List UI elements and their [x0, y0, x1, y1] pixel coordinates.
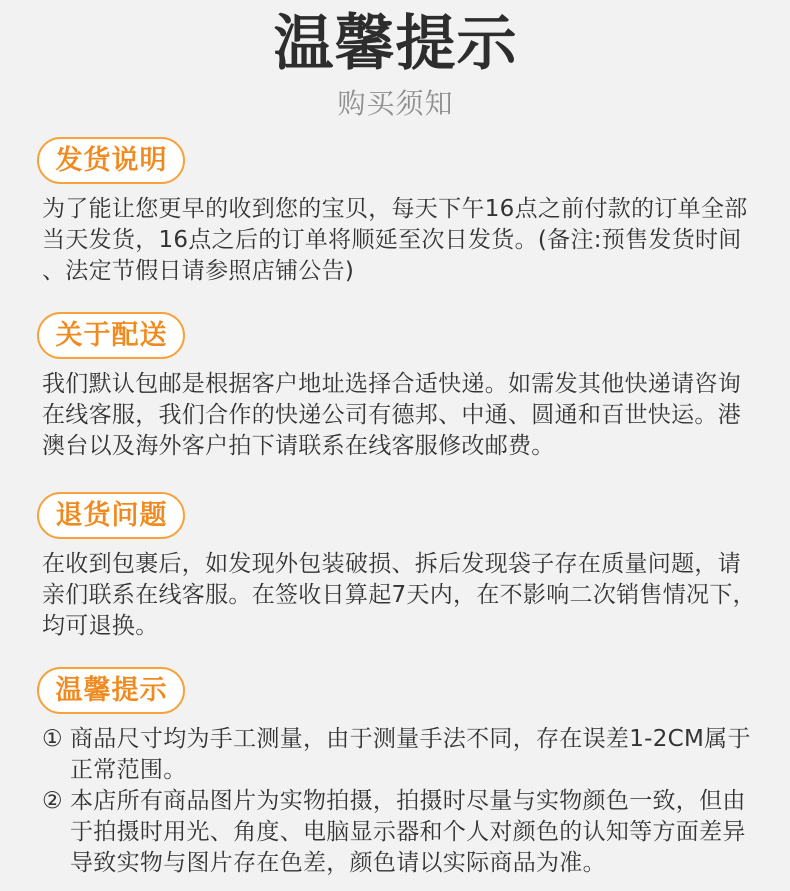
section-delivery [0, 312, 790, 462]
text-line [42, 786, 790, 817]
list-marker: ② [42, 788, 63, 814]
text-line: 均可退换。 [42, 613, 159, 639]
section-tips [0, 667, 790, 879]
text-line [42, 724, 790, 755]
section-badge [37, 492, 185, 539]
page-title: 温馨提示 [273, 9, 518, 79]
section-body [42, 724, 790, 879]
section-body [42, 549, 790, 642]
section-badge-label: 退货问题 [55, 500, 168, 531]
page-subtitle: 购买须知 [337, 87, 454, 120]
section-badge-label: 发货说明 [55, 145, 168, 176]
section-shipping-info [0, 137, 790, 287]
section-body [42, 194, 790, 287]
list-item [42, 724, 790, 786]
list-item-text: 本店所有商品图片为实物拍摄，拍摄时尽量与实物颜色一致，但由 [70, 788, 746, 814]
text-line: 我们默认包邮是根据客户地址选择合适快递。如需发其他快递请咨询 [42, 371, 741, 397]
text-line: 正常范围。 [70, 757, 187, 783]
list-item [42, 786, 790, 879]
section-badge-label: 温馨提示 [55, 675, 168, 706]
section-body [42, 369, 790, 462]
text-line: 亲们联系在线客服。在签收日算起7天内，在不影响二次销售情况下， [42, 582, 756, 608]
section-badge [37, 137, 185, 184]
text-line: 澳台以及海外客户拍下请联系在线客服修改邮费。 [42, 433, 555, 459]
list-marker: ① [42, 726, 63, 752]
section-badge [37, 312, 185, 359]
text-line: 在线客服，我们合作的快递公司有德邦、中通、圆通和百世快运。港 [42, 402, 741, 428]
section-returns [0, 492, 790, 642]
section-badge [37, 667, 185, 714]
text-line: 为了能让您更早的收到您的宝贝，每天下午16点之前付款的订单全部 [42, 196, 748, 222]
text-line: 于拍摄时用光、角度、电脑显示器和个人对颜色的认知等方面差异 [70, 819, 746, 845]
list-item-text: 商品尺寸均为手工测量，由于测量手法不同，存在误差1-2CM属于 [70, 726, 751, 752]
text-line: 导致实物与图片存在色差，颜色请以实际商品为准。 [70, 850, 606, 876]
text-line: 在收到包裹后，如发现外包装破损、拆后发现袋子存在质量问题，请 [42, 551, 741, 577]
section-badge-label: 关于配送 [55, 320, 168, 351]
text-line: 、法定节假日请参照店铺公告) [42, 258, 355, 284]
text-line: 当天发货，16点之后的订单将顺延至次日发货。(备注:预售发货时间 [42, 227, 742, 253]
